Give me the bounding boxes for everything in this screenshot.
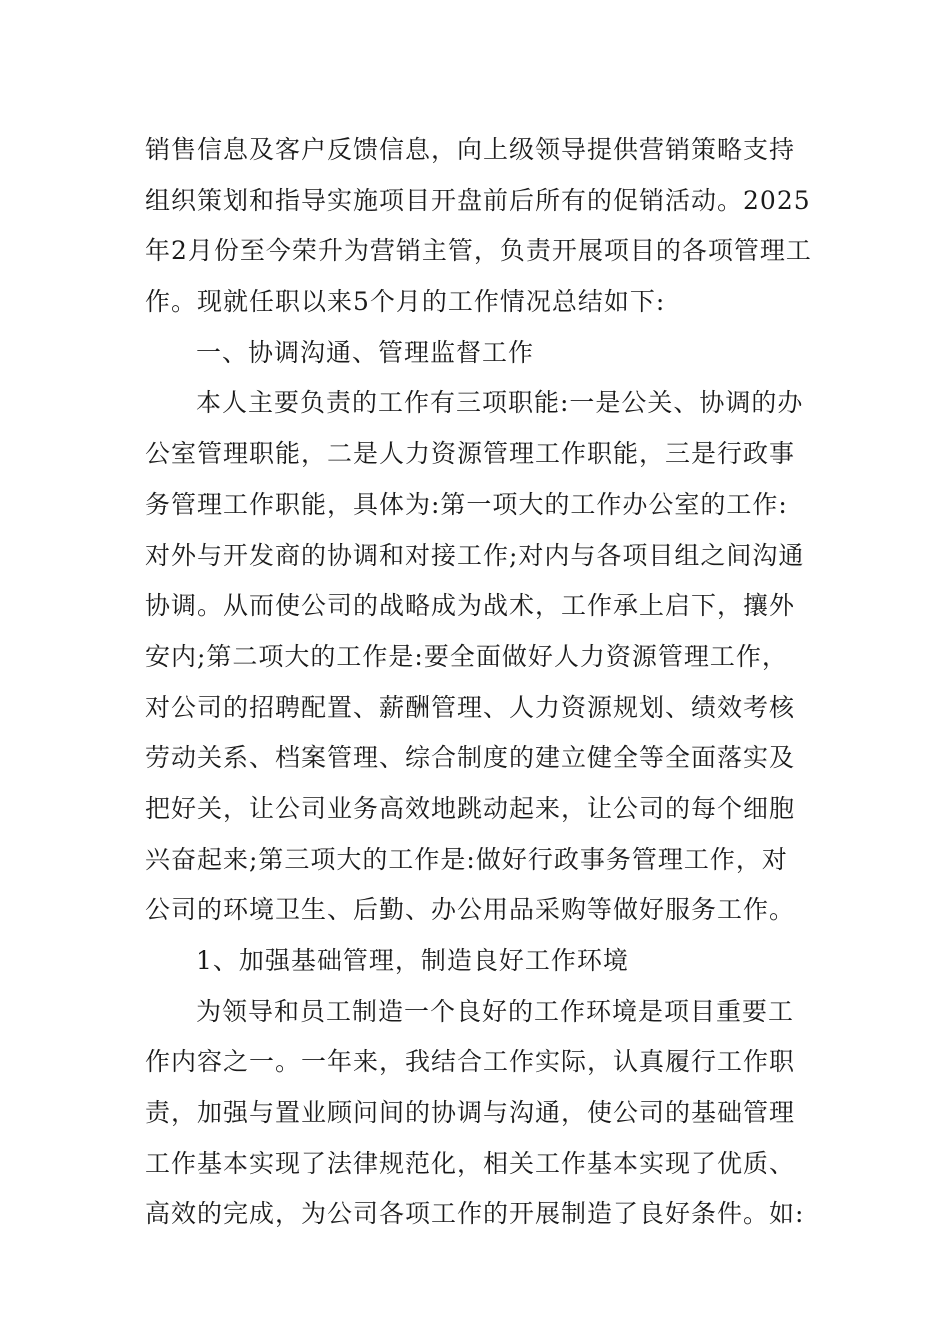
text-line: 对外与开发商的协调和对接工作;对内与各项目组之间沟通	[145, 540, 805, 570]
text-line: 年2月份至今荣升为营销主管，负责开展项目的各项管理工	[145, 236, 812, 266]
text-line: 责，加强与置业顾问间的协调与沟通，使公司的基础管理	[145, 1098, 796, 1128]
text-line: 高效的完成，为公司各项工作的开展制造了良好条件。如:	[145, 1199, 805, 1229]
text-line: 销售信息及客户反馈信息，向上级领导提供营销策略支持	[145, 135, 796, 164]
text-line: 兴奋起来;第三项大的工作是:做好行政事务管理工作，对	[145, 844, 788, 874]
text-line: 把好关，让公司业务高效地跳动起来，让公司的每个细胞	[145, 793, 796, 823]
paragraph-start: 本人主要负责的工作有三项职能:一是公关、协调的办	[196, 388, 804, 418]
section-heading: 一、协调沟通、管理监督工作	[196, 337, 535, 367]
paragraph-start: 为领导和员工制造一个良好的工作环境是项目重要工	[196, 996, 795, 1026]
text-line: 公司的环境卫生、后勤、办公用品采购等做好服务工作。	[145, 895, 796, 925]
text-line: 公室管理职能，二是人力资源管理工作职能，三是行政事	[145, 439, 796, 469]
text-line: 作内容之一。一年来，我结合工作实际，认真履行工作职	[145, 1047, 796, 1077]
text-line: 组织策划和指导实施项目开盘前后所有的促销活动。2025	[145, 185, 811, 215]
text-line: 作。现就任职以来5个月的工作情况总结如下:	[145, 287, 666, 317]
text-line: 对公司的招聘配置、薪酬管理、人力资源规划、绩效考核	[145, 692, 796, 722]
text-line: 安内;第二项大的工作是:要全面做好人力资源管理工作，	[145, 641, 788, 671]
text-line: 劳动关系、档案管理、综合制度的建立健全等全面落实及	[145, 743, 796, 773]
subsection-heading: 1、加强基础管理，制造良好工作环境	[196, 946, 629, 975]
text-line: 协调。从而使公司的战略成为战术，工作承上启下，攘外	[145, 591, 796, 621]
text-line: 工作基本实现了法律规范化，相关工作基本实现了优质、	[145, 1148, 796, 1178]
body-text	[145, 125, 812, 1240]
text-line: 务管理工作职能，具体为:第一项大的工作办公室的工作:	[145, 489, 788, 519]
